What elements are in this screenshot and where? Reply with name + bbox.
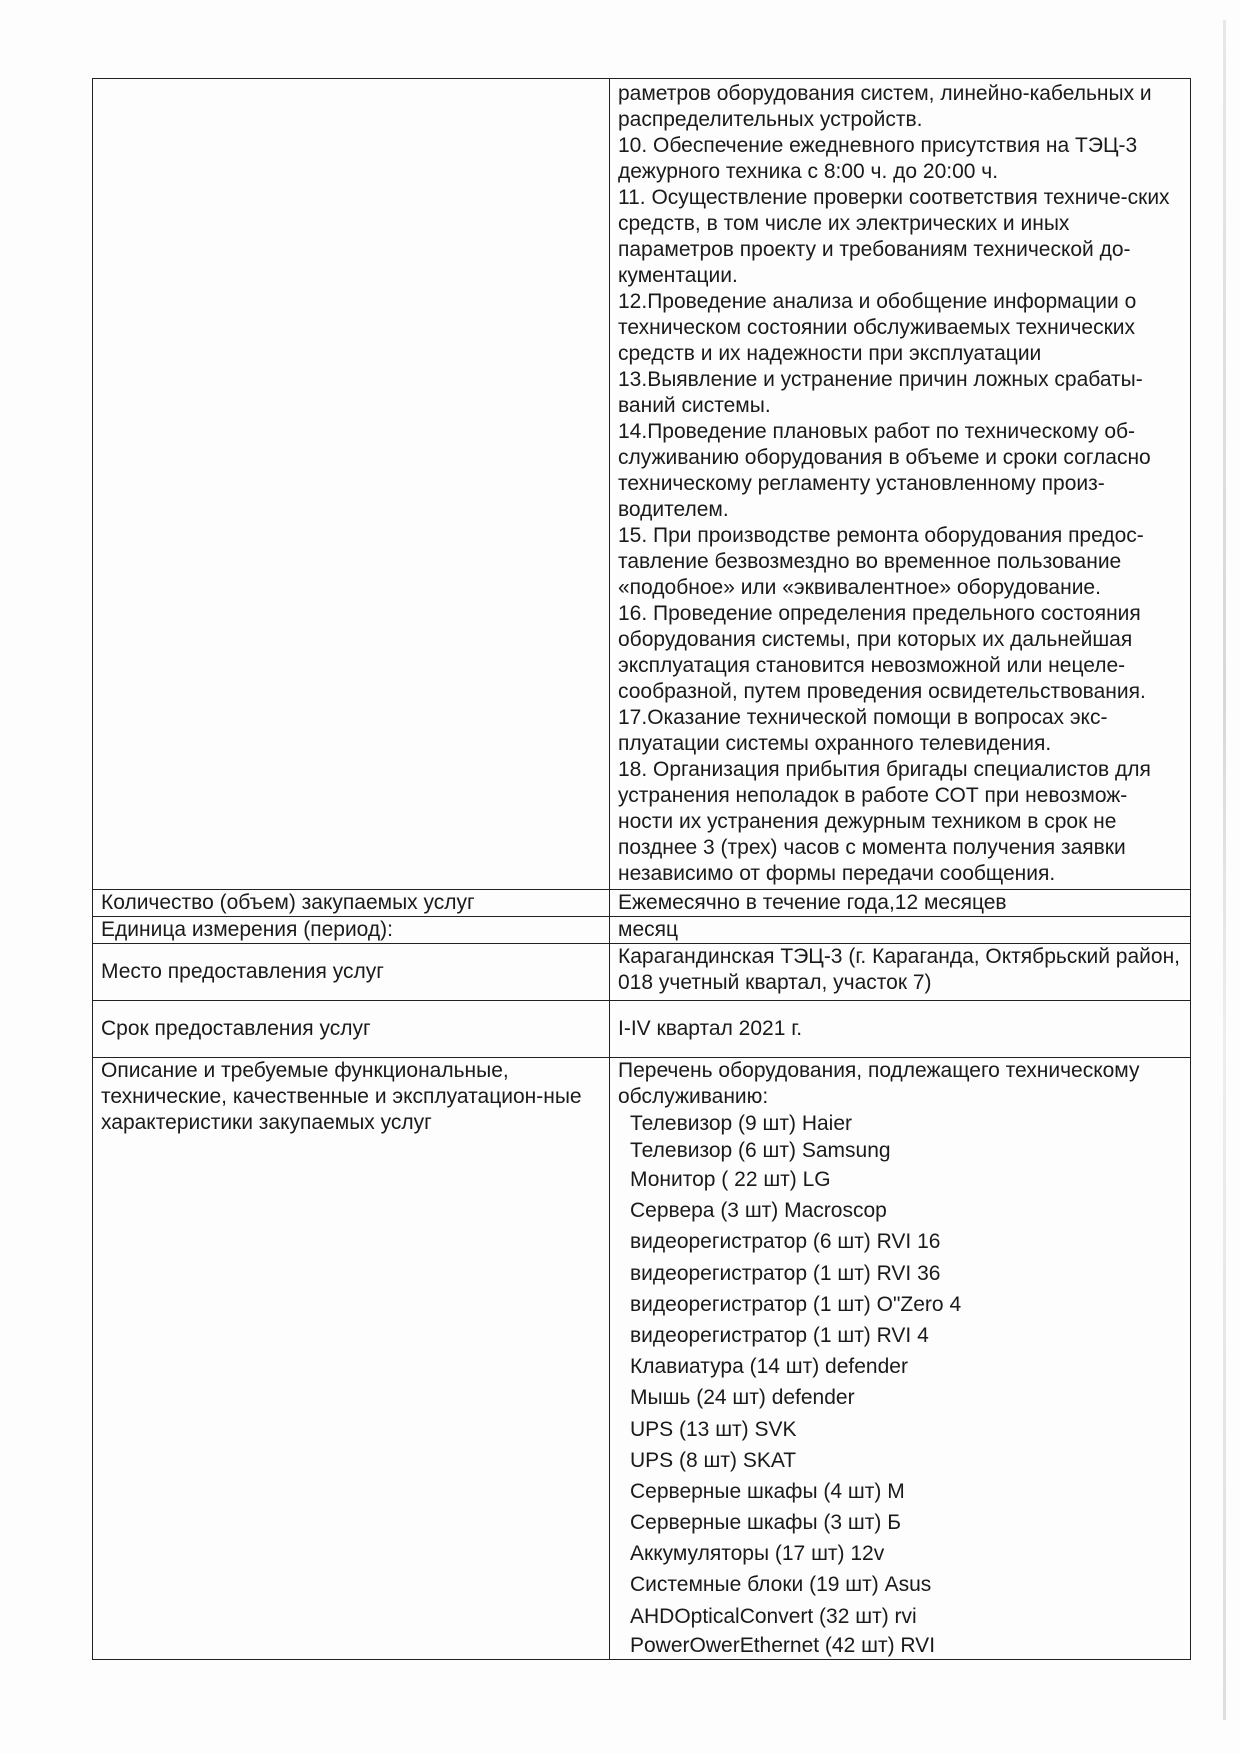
equipment-list	[618, 1110, 1182, 1659]
specification-table	[92, 78, 1191, 1660]
scan-edge-artifact	[1223, 20, 1226, 1720]
duty-item: 11. Осуществление проверки соответствия техниче-ских средств, в том числе их электрических и иных параметров проекту и требованиям технической до-кументации.	[618, 186, 1170, 287]
duties-list	[610, 79, 1191, 890]
duty-item: 13.Выявление и устранение причин ложных срабаты-ваний системы.	[618, 368, 1143, 417]
equipment-item: видеорегистратор (1 шт) RVI 4	[630, 1323, 929, 1347]
description-label: Описание и требуемые функциональные, технические, качественные и эксплуатацион-ные характеристики закупаемых услуг	[93, 1058, 610, 1660]
empty-label-cell	[93, 79, 610, 890]
equipment-item: UPS (13 шт) SVK	[630, 1417, 797, 1441]
equipment-item: Сервера (3 шт) Macroscop	[630, 1199, 887, 1223]
duty-item: 16. Проведение определения предельного состояния оборудования системы, при которых их дальнейшая эксплуатация становится невозможной или нецеле-сообразной, путем проведения освидетельствования.	[618, 602, 1146, 703]
equipment-item: Системные блоки (19 шт) Asus	[630, 1573, 932, 1597]
equipment-item: Монитор ( 22 шт) LG	[630, 1168, 831, 1191]
equipment-item: Серверные шкафы (3 шт) Б	[630, 1511, 901, 1535]
equipment-item: видеорегистратор (1 шт) RVI 36	[630, 1261, 941, 1285]
equipment-item: видеорегистратор (6 шт) RVI 16	[630, 1230, 941, 1254]
table-row-duties	[93, 79, 1191, 890]
equipment-intro: Перечень оборудования, подлежащего техническому обслуживанию:	[618, 1059, 1140, 1108]
equipment-item: Серверные шкафы (4 шт) М	[630, 1479, 905, 1503]
equipment-item: Телевизор (9 шт) Haier	[630, 1112, 853, 1135]
duty-item: 14.Проведение плановых работ по техническому об-служиванию оборудования в объеме и сроки согласно техническому регламенту установленному произ-водителем.	[618, 420, 1151, 521]
quantity-value: Ежемесячно в течение года,12 месяцев	[610, 890, 1191, 917]
equipment-item: Телевизор (6 шт) Samsung	[630, 1139, 891, 1162]
unit-value: месяц	[610, 917, 1191, 944]
table-row-description	[93, 1058, 1191, 1660]
duty-item: 18. Организация прибытия бригады специалистов для устранения неполадок в работе СОТ при невозмож-ности их устранения дежурным техником в срок не позднее 3 (трех) часов с момента получения заявки независимо от формы передачи сообщения.	[618, 758, 1151, 885]
term-value: I-IV квартал 2021 г.	[610, 1001, 1191, 1058]
duty-item: 17.Оказание технической помощи в вопросах экс-плуатации системы охранного телевидения.	[618, 706, 1108, 755]
equipment-item: Аккумуляторы (17 шт) 12v	[630, 1542, 885, 1566]
duty-item: 12.Проведение анализа и обобщение информации о техническом состоянии обслуживаемых технических средств и их надежности при эксплуатации	[618, 290, 1137, 365]
equipment-cell	[610, 1058, 1191, 1660]
equipment-item: Клавиатура (14 шт) defender	[630, 1355, 908, 1379]
table-row-term	[93, 1001, 1191, 1058]
place-value: Карагандинская ТЭЦ-3 (г. Караганда, Октябрьский район, 018 учетный квартал, участок 7)	[610, 944, 1191, 1001]
equipment-item: Мышь (24 шт) defender	[630, 1386, 855, 1410]
place-label: Место предоставления услуг	[93, 944, 610, 1001]
unit-label: Единица измерения (период):	[93, 917, 610, 944]
table-row-quantity	[93, 890, 1191, 917]
equipment-item: видеорегистратор (1 шт) O"Zero 4	[630, 1292, 962, 1316]
quantity-label: Количество (объем) закупаемых услуг	[93, 890, 610, 917]
duty-item: 10. Обеспечение ежедневного присутствия на ТЭЦ-3 дежурного техника с 8:00 ч. до 20:00 ч.	[618, 134, 1138, 183]
duty-item: 15. При производстве ремонта оборудования предос-тавление безвозмездно во временное пользование «подобное» или «эквивалентное» оборудование.	[618, 524, 1144, 599]
table-row-place	[93, 944, 1191, 1001]
equipment-item: AHDOpticalConvert (32 шт) rvi	[630, 1604, 917, 1628]
table-row-unit	[93, 917, 1191, 944]
equipment-item: UPS (8 шт) SKAT	[630, 1448, 797, 1472]
duty-item: раметров оборудования систем, линейно-кабельных и распределительных устройств.	[618, 82, 1152, 131]
equipment-item: PowerOwerEthernet (42 шт) RVI	[630, 1633, 936, 1657]
term-label: Срок предоставления услуг	[93, 1001, 610, 1058]
